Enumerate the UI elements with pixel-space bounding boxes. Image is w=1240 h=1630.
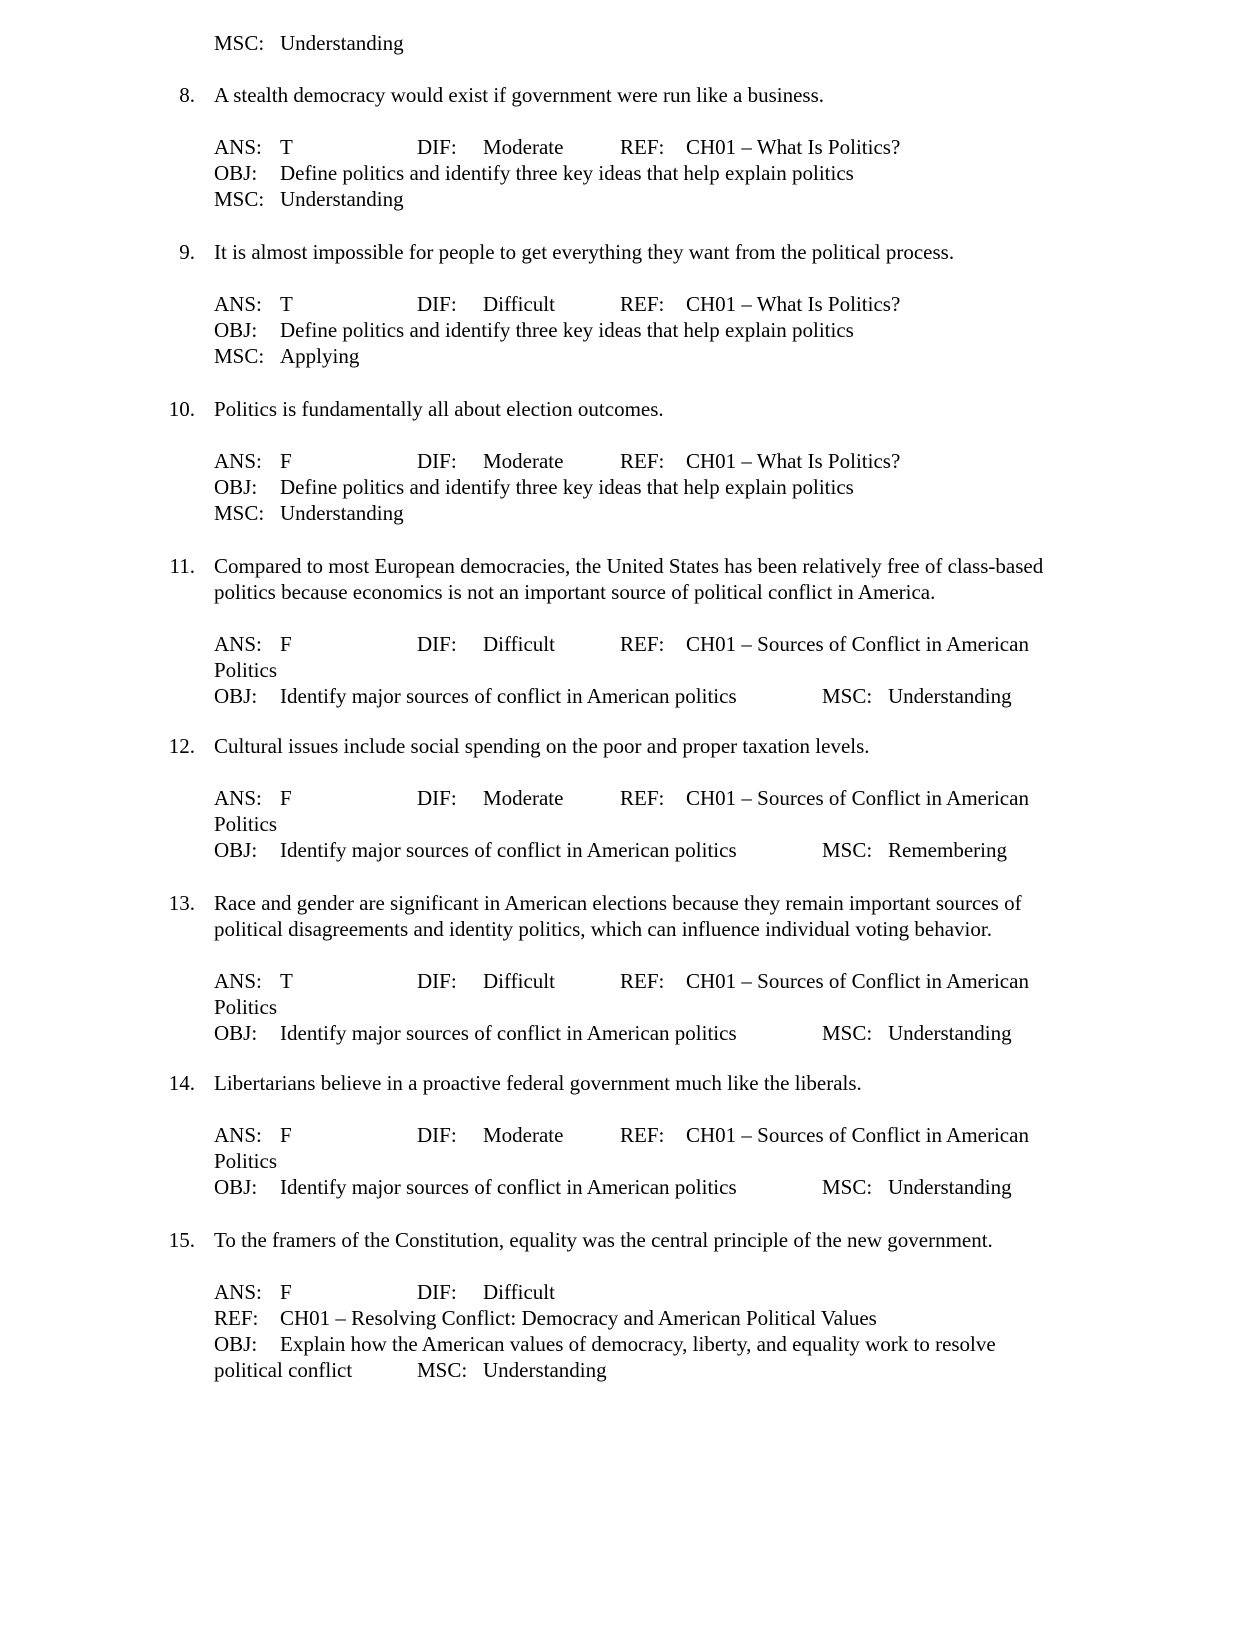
obj-label: OBJ: <box>214 161 258 185</box>
ref-value: CH01 – Resolving Conflict: Democracy and American Political Values <box>280 1306 877 1330</box>
meta-row <box>214 291 900 317</box>
question-text: It is almost impossible for people to get everything they want from the political process. <box>214 240 955 264</box>
msc-value: Understanding <box>280 501 404 525</box>
ans-label: ANS: <box>214 969 262 993</box>
dif-label: DIF: <box>417 786 457 810</box>
obj-label: OBJ: <box>214 318 258 342</box>
ans-value: T <box>280 135 293 159</box>
dif-value: Difficult <box>483 292 555 316</box>
meta-row <box>214 785 1029 811</box>
msc-label: MSC: <box>214 501 265 525</box>
obj-row <box>214 1331 996 1357</box>
carryover-msc <box>214 30 404 56</box>
ref-continuation: Politics <box>214 1149 278 1173</box>
obj-label: OBJ: <box>214 475 258 499</box>
obj-row <box>214 837 1007 863</box>
msc-inline <box>822 837 1007 863</box>
ans-label: ANS: <box>214 1123 262 1147</box>
meta-row <box>214 1279 620 1305</box>
ans-label: ANS: <box>214 1280 262 1304</box>
obj-value: Define politics and identify three key ideas that help explain politics <box>280 161 854 185</box>
ans-label: ANS: <box>214 292 262 316</box>
question-number: 12. <box>168 734 195 758</box>
ans-value: F <box>280 786 292 810</box>
obj-row <box>214 474 854 500</box>
obj-label: OBJ: <box>214 1021 258 1045</box>
ref-value: CH01 – Sources of Conflict in American <box>686 786 1029 810</box>
question-text: Cultural issues include social spending on the poor and proper taxation levels. <box>214 734 870 758</box>
question-number: 10. <box>168 397 195 421</box>
msc-value: Understanding <box>888 684 1012 708</box>
obj-value: Identify major sources of conflict in American politics <box>280 1021 737 1045</box>
dif-label: DIF: <box>417 449 457 473</box>
obj-label: OBJ: <box>214 1175 258 1199</box>
dif-value: Moderate <box>483 786 564 810</box>
ref-value: CH01 – Sources of Conflict in American <box>686 969 1029 993</box>
ans-value: F <box>280 632 292 656</box>
msc-label: MSC: <box>822 1175 873 1199</box>
ref-label: REF: <box>620 135 665 159</box>
ans-value: F <box>280 1280 292 1304</box>
question-text: Libertarians believe in a proactive federal government much like the liberals. <box>214 1071 862 1095</box>
dif-value: Moderate <box>483 449 564 473</box>
ref-value: CH01 – What Is Politics? <box>686 449 901 473</box>
meta-row <box>214 968 1029 994</box>
dif-label: DIF: <box>417 969 457 993</box>
question-text: Politics is fundamentally all about election outcomes. <box>214 397 664 421</box>
dif-label: DIF: <box>417 1123 457 1147</box>
msc-inline <box>822 683 1012 709</box>
obj-value: Identify major sources of conflict in American politics <box>280 1175 737 1199</box>
meta-row <box>214 448 900 474</box>
question-number: 13. <box>168 891 195 915</box>
ref-label: REF: <box>620 1123 665 1147</box>
dif-label: DIF: <box>417 292 457 316</box>
meta-row <box>214 134 900 160</box>
msc-label: MSC: <box>822 1021 873 1045</box>
obj-row <box>214 317 854 343</box>
msc-label: MSC: <box>214 344 265 368</box>
msc-value: Understanding <box>888 1175 1012 1199</box>
msc-row <box>214 343 359 369</box>
ans-label: ANS: <box>214 135 262 159</box>
question-number: 14. <box>168 1071 195 1095</box>
msc-row <box>214 500 404 526</box>
msc-value: Understanding <box>888 1021 1012 1045</box>
ref-value: CH01 – What Is Politics? <box>686 135 901 159</box>
ref-value: CH01 – Sources of Conflict in American <box>686 632 1029 656</box>
msc-row <box>214 186 404 212</box>
msc-value: Understanding <box>280 187 404 211</box>
dif-label: DIF: <box>417 632 457 656</box>
obj-continuation-row <box>214 1357 607 1383</box>
question-text: To the framers of the Constitution, equality was the central principle of the new government. <box>214 1228 993 1252</box>
dif-value: Moderate <box>483 135 564 159</box>
msc-label: MSC: <box>822 838 873 862</box>
ref-label: REF: <box>620 292 665 316</box>
obj-label: OBJ: <box>214 1332 258 1356</box>
ans-label: ANS: <box>214 632 262 656</box>
ans-label: ANS: <box>214 786 262 810</box>
ans-value: T <box>280 292 293 316</box>
obj-continuation: political conflict <box>214 1358 353 1382</box>
dif-value: Difficult <box>483 969 555 993</box>
question-text: politics because economics is not an important source of political conflict in America. <box>214 580 936 604</box>
msc-value: Remembering <box>888 838 1007 862</box>
ref-continuation: Politics <box>214 812 278 836</box>
question-number: 9. <box>179 240 195 264</box>
msc-label: MSC: <box>214 187 265 211</box>
obj-label: OBJ: <box>214 838 258 862</box>
meta-row <box>214 1122 1029 1148</box>
question-number: 8. <box>179 83 195 107</box>
ref-label: REF: <box>620 969 665 993</box>
ref-continuation: Politics <box>214 995 278 1019</box>
obj-value: Define politics and identify three key ideas that help explain politics <box>280 318 854 342</box>
ans-label: ANS: <box>214 449 262 473</box>
msc-label: MSC: <box>822 684 873 708</box>
dif-label: DIF: <box>417 1280 457 1304</box>
ref-value: CH01 – Sources of Conflict in American <box>686 1123 1029 1147</box>
dif-label: DIF: <box>417 135 457 159</box>
dif-value: Moderate <box>483 1123 564 1147</box>
dif-value: Difficult <box>483 1280 555 1304</box>
meta-row <box>214 631 1029 657</box>
ref-row <box>214 1305 877 1331</box>
ref-value: CH01 – What Is Politics? <box>686 292 901 316</box>
obj-row <box>214 1174 1012 1200</box>
msc-label: MSC: <box>417 1358 468 1382</box>
msc-inline <box>822 1020 1012 1046</box>
obj-value: Identify major sources of conflict in American politics <box>280 838 737 862</box>
question-text: Compared to most European democracies, the United States has been relatively free of class-based <box>214 554 1044 578</box>
question-text: Race and gender are significant in American elections because they remain important sources of <box>214 891 1022 915</box>
ref-label: REF: <box>620 632 665 656</box>
ans-value: F <box>280 1123 292 1147</box>
msc-value: Applying <box>280 344 360 368</box>
question-number: 15. <box>168 1228 195 1252</box>
msc-value: Understanding <box>483 1358 607 1382</box>
question-text: political disagreements and identity politics, which can influence individual voting behavior. <box>214 917 992 941</box>
ans-value: F <box>280 449 292 473</box>
obj-label: OBJ: <box>214 684 258 708</box>
obj-value: Explain how the American values of democracy, liberty, and equality work to resolve <box>280 1332 996 1356</box>
ref-label: REF: <box>214 1306 259 1330</box>
obj-value: Identify major sources of conflict in American politics <box>280 684 737 708</box>
ref-continuation: Politics <box>214 658 278 682</box>
obj-row <box>214 683 1012 709</box>
ref-label: REF: <box>620 449 665 473</box>
dif-value: Difficult <box>483 632 555 656</box>
ans-value: T <box>280 969 293 993</box>
obj-row <box>214 1020 1012 1046</box>
obj-row <box>214 160 854 186</box>
ref-label: REF: <box>620 786 665 810</box>
question-text: A stealth democracy would exist if government were run like a business. <box>214 83 825 107</box>
msc-value: Understanding <box>280 31 404 55</box>
msc-inline <box>822 1174 1012 1200</box>
obj-value: Define politics and identify three key ideas that help explain politics <box>280 475 854 499</box>
msc-label: MSC: <box>214 31 265 55</box>
question-number: 11. <box>169 554 195 578</box>
